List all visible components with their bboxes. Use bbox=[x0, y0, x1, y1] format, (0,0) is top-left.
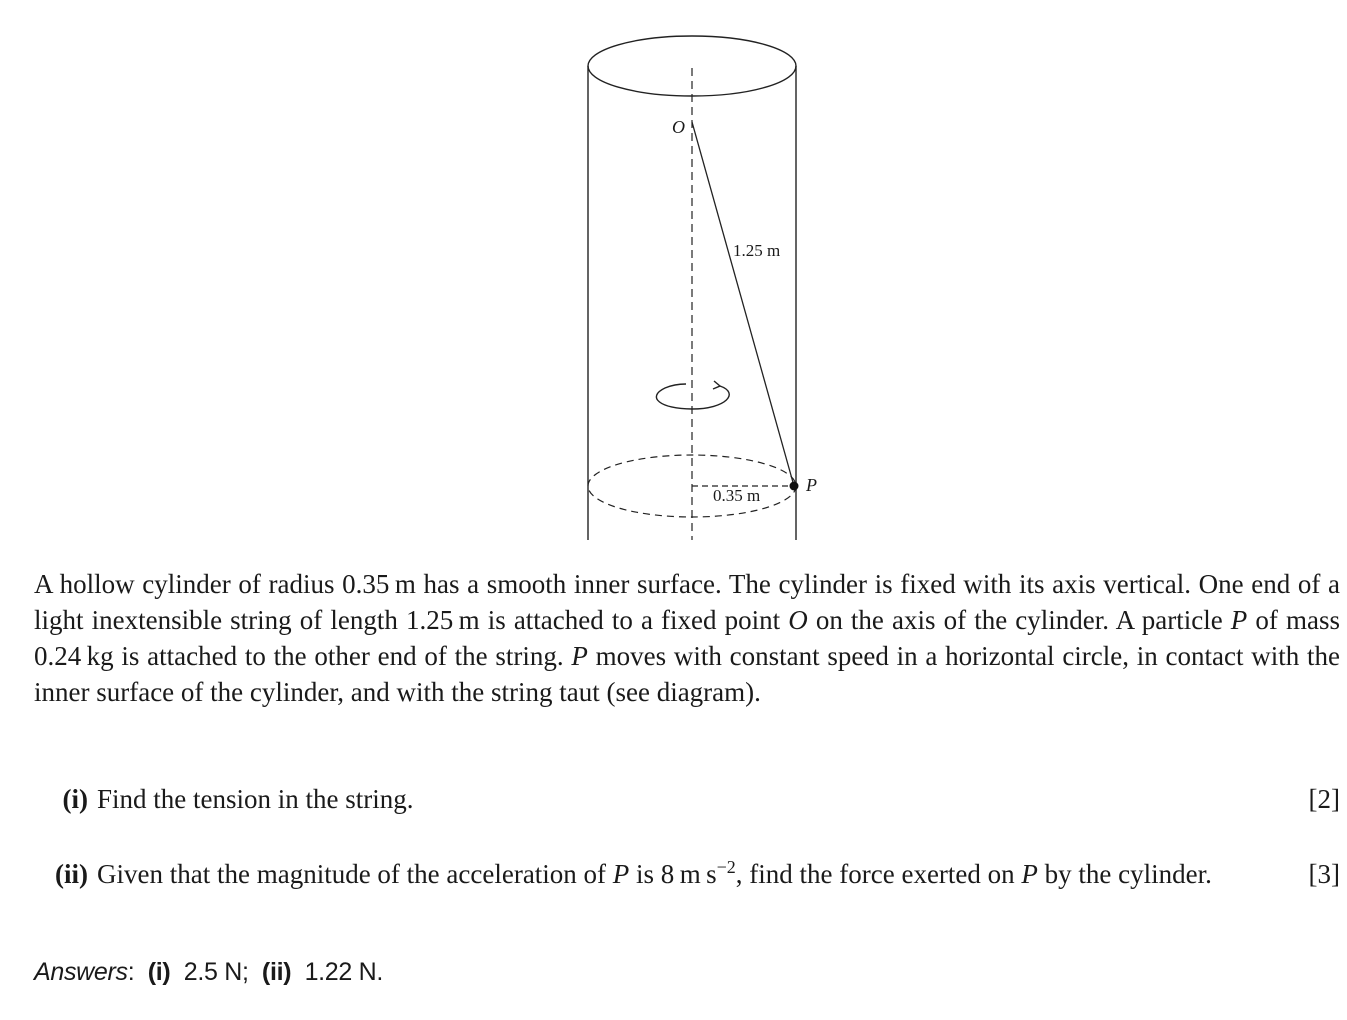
part-ii-exponent: −2 bbox=[716, 857, 736, 877]
cylinder-diagram bbox=[560, 20, 830, 550]
answers-colon: : bbox=[127, 958, 135, 986]
label-p: P bbox=[806, 475, 817, 495]
rotation-arrow-head-icon bbox=[713, 381, 720, 389]
question-part-i bbox=[34, 781, 1340, 817]
rotation-arrow-icon bbox=[656, 384, 729, 409]
intro-text-1: A hollow cylinder of radius 0.35 m has a smooth inner surface. The cylinder is fixed with its axis vertical. One end of a light inextensible string of length 1.25 m is attached to a fixed point bbox=[34, 569, 1340, 635]
intro-var-p-2: P bbox=[571, 641, 588, 671]
problem-intro bbox=[34, 566, 1340, 710]
intro-text-4: moves with constant speed in a horizontal circle, in contact with the inner surface of the cylinder, and with the string taut (see diagram). bbox=[34, 641, 1340, 707]
part-ii-text-1: Given that the magnitude of the acceleration of bbox=[97, 859, 613, 889]
answers-label: Answers bbox=[34, 958, 128, 986]
part-i-number: (i) bbox=[62, 784, 88, 814]
label-string-length: 1.25 m bbox=[733, 241, 781, 260]
part-i-text: Find the tension in the string. bbox=[97, 784, 414, 814]
answer-i-label: (i) bbox=[147, 958, 171, 986]
part-ii-number: (ii) bbox=[55, 859, 88, 889]
part-ii-text-3: , find the force exerted on bbox=[735, 859, 1022, 889]
part-ii-var-p-2: P bbox=[1021, 859, 1038, 889]
part-ii-var-p: P bbox=[612, 859, 630, 889]
intro-text-3: of mass 0.24 kg is attached to the other end of the string. bbox=[34, 605, 1340, 671]
part-i-marks: [2] bbox=[1308, 784, 1340, 814]
answer-ii-value: 1.22 N. bbox=[304, 958, 384, 986]
intro-text-2: on the axis of the cylinder. A particle bbox=[807, 605, 1231, 635]
answer-i-value: 2.5 N; bbox=[183, 958, 249, 986]
answers-line bbox=[34, 955, 383, 989]
intro-var-o: O bbox=[788, 605, 808, 635]
label-radius: 0.35 m bbox=[713, 486, 761, 505]
part-ii-marks: [3] bbox=[1308, 859, 1340, 889]
question-part-ii bbox=[34, 856, 1340, 892]
answer-ii-label: (ii) bbox=[261, 958, 292, 986]
part-ii-text-2: is 8 m s bbox=[629, 859, 717, 889]
particle-p-dot bbox=[790, 482, 799, 491]
intro-var-p: P bbox=[1230, 605, 1248, 635]
string bbox=[692, 122, 794, 486]
label-o: O bbox=[672, 117, 685, 137]
part-ii-text-4: by the cylinder. bbox=[1037, 859, 1212, 889]
